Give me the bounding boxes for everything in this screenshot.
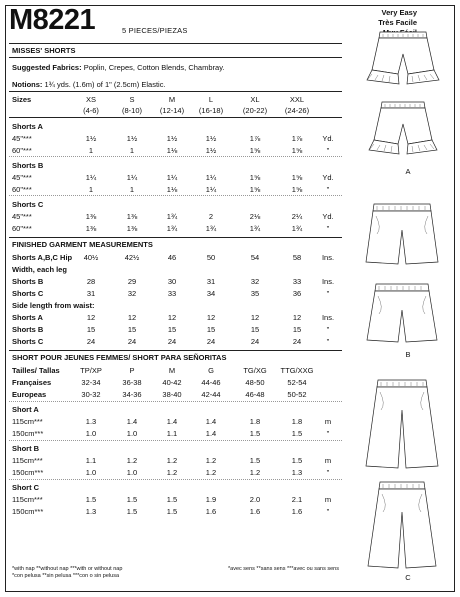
table-cell: 36-38 — [122, 378, 142, 387]
table-cell: 1⅞ — [291, 134, 303, 143]
table-cell: TP/XP — [80, 366, 102, 375]
table-cell: 32 — [250, 277, 260, 286]
size-code: L — [208, 95, 214, 104]
table-cell: 1.5 — [166, 507, 178, 516]
table-cell: 1.4 — [205, 429, 217, 438]
table-cell: 1 — [129, 185, 135, 194]
shorts-block-title: Shorts C — [12, 200, 44, 209]
row-label: Shorts A — [12, 313, 43, 322]
table-cell: 50 — [206, 253, 216, 262]
table-cell: 40½ — [83, 253, 99, 262]
table-cell: 1 — [88, 146, 94, 155]
table-cell: 1.4 — [126, 417, 138, 426]
unit-label: " — [326, 429, 330, 438]
section-title: MISSES' SHORTS — [12, 46, 76, 55]
shorts-block-title: Shorts A — [12, 122, 43, 131]
table-cell: 15 — [292, 325, 302, 334]
table-cell: 1⅜ — [126, 224, 138, 233]
table-cell: 2 — [208, 212, 214, 221]
table-cell: 1.5 — [291, 429, 303, 438]
table-cell: 2¼ — [291, 212, 303, 221]
table-cell: 15 — [127, 325, 137, 334]
figure-label-c: C — [405, 573, 411, 582]
table-cell: 1¾ — [291, 224, 303, 233]
table-cell: 1.3 — [85, 507, 97, 516]
unit-label: Ins. — [321, 277, 335, 286]
table-cell: TG/XG — [243, 366, 267, 375]
unit-label: " — [326, 468, 330, 477]
unit-label: Yd. — [322, 134, 334, 143]
table-cell: 1.3 — [291, 468, 303, 477]
table-cell: 1.1 — [166, 429, 178, 438]
row-label: 150cm*** — [12, 468, 44, 477]
table-cell: 24 — [127, 337, 137, 346]
table-cell: 35 — [250, 289, 260, 298]
size-range: (16-18) — [198, 106, 224, 115]
size-range: (24-26) — [284, 106, 310, 115]
table-cell: 1.6 — [249, 507, 261, 516]
size-range: (12-14) — [159, 106, 185, 115]
table-cell: 1⅝ — [291, 173, 303, 182]
table-cell: 1.6 — [205, 507, 217, 516]
unit-label: " — [326, 325, 330, 334]
row-label: 60"*** — [12, 224, 32, 233]
table-cell: 58 — [292, 253, 302, 262]
table-cell: P — [129, 366, 135, 375]
table-cell: 15 — [250, 325, 260, 334]
size-code: XL — [250, 95, 260, 104]
shorts-a-illustration — [348, 8, 454, 188]
row-label: 115cm*** — [12, 495, 43, 504]
table-cell: 2.1 — [291, 495, 303, 504]
pattern-number: M8221 — [9, 4, 96, 36]
table-cell: 1⅜ — [85, 224, 97, 233]
width-title: Width, each leg — [12, 265, 67, 274]
row-separator — [9, 156, 342, 157]
table-cell: 1¼ — [85, 173, 97, 182]
table-cell: 1.2 — [126, 456, 138, 465]
divider — [9, 350, 342, 351]
table-cell: 1 — [129, 146, 135, 155]
table-cell: 15 — [86, 325, 96, 334]
unit-label: Yd. — [322, 212, 334, 221]
unit-label: m — [324, 456, 332, 465]
short-block-title: Short C — [12, 483, 40, 492]
divider — [9, 43, 342, 44]
footnotes-left: *with nap **without nap ***with or without nap *con pelusa **sin pelusa ***con o sin pelusa — [12, 566, 123, 579]
table-cell: 1¾ — [249, 224, 261, 233]
row-label: 60"*** — [12, 185, 32, 194]
unit-label: " — [326, 224, 330, 233]
table-cell: 1⅜ — [126, 212, 138, 221]
table-cell: 1.2 — [205, 468, 217, 477]
row-label: Tailles/ Tallas — [12, 366, 60, 375]
table-cell: 12 — [292, 313, 302, 322]
row-label: Shorts A,B,C Hip — [12, 253, 73, 262]
table-cell: 1.2 — [249, 468, 261, 477]
size-code: M — [168, 95, 176, 104]
row-label: 45"*** — [12, 173, 32, 182]
table-cell: 1¾ — [205, 224, 217, 233]
table-cell: 32 — [127, 289, 137, 298]
table-cell: 1¾ — [166, 224, 178, 233]
table-cell: 1⅞ — [249, 134, 261, 143]
unit-label: " — [326, 185, 330, 194]
table-cell: 1.5 — [249, 429, 261, 438]
table-cell: 24 — [292, 337, 302, 346]
table-cell: 1¼ — [205, 185, 217, 194]
row-label: Shorts B — [12, 325, 44, 334]
table-cell: 1⅛ — [166, 146, 178, 155]
row-separator — [9, 479, 342, 480]
table-cell: 1.0 — [126, 429, 138, 438]
size-range: (8-10) — [121, 106, 142, 115]
size-range: (20-22) — [242, 106, 268, 115]
table-cell: 40-42 — [162, 378, 182, 387]
pieces-count: 5 PIECES/PIEZAS — [122, 26, 188, 35]
table-cell: 12 — [206, 313, 216, 322]
table-cell: 1.5 — [85, 495, 97, 504]
table-cell: 1.2 — [205, 456, 217, 465]
table-cell: 24 — [86, 337, 96, 346]
table-cell: 1.0 — [85, 468, 97, 477]
table-cell: 2⅛ — [249, 212, 261, 221]
table-cell: 1.8 — [249, 417, 261, 426]
difficulty-label: Very Easy Très Facile — [378, 8, 417, 27]
table-cell: 30-32 — [81, 390, 101, 399]
row-label: Shorts B — [12, 277, 44, 286]
side-title: Side length from waist: — [12, 301, 95, 310]
unit-label: m — [324, 417, 332, 426]
table-cell: 2.0 — [249, 495, 261, 504]
table-cell: 38-40 — [162, 390, 182, 399]
table-cell: 36 — [292, 289, 302, 298]
table-cell: 33 — [167, 289, 177, 298]
table-cell: 1½ — [85, 134, 97, 143]
size-range: (4-6) — [83, 106, 99, 115]
table-cell: 1.3 — [85, 417, 97, 426]
table-cell: 15 — [206, 325, 216, 334]
table-cell: 1.8 — [291, 417, 303, 426]
figure-label-a: A — [405, 167, 411, 176]
table-cell: 1.5 — [126, 495, 138, 504]
table-cell: 1.4 — [205, 417, 217, 426]
table-cell: 31 — [86, 289, 96, 298]
table-cell: 1¼ — [205, 173, 217, 182]
unit-label: Ins. — [321, 253, 335, 262]
table-cell: 1.1 — [85, 456, 97, 465]
table-cell: 1.5 — [126, 507, 138, 516]
unit-label: " — [326, 289, 330, 298]
row-separator — [9, 401, 342, 402]
table-cell: 1½ — [205, 134, 217, 143]
spanish-title: SHORT POUR JEUNES FEMMES/ SHORT PARA SEÑORITAS — [12, 353, 227, 362]
fabrics-line: Suggested Fabrics: Poplin, Crepes, Cotton Blends, Chambray. — [12, 63, 225, 72]
table-cell: 34-36 — [122, 390, 142, 399]
table-cell: 24 — [250, 337, 260, 346]
shorts-b-illustration — [348, 190, 454, 360]
table-cell: 24 — [206, 337, 216, 346]
row-label: 115cm*** — [12, 417, 43, 426]
table-cell: 46-48 — [245, 390, 265, 399]
row-label: Shorts C — [12, 337, 44, 346]
table-cell: 1⅜ — [85, 212, 97, 221]
table-cell: TTG/XXG — [280, 366, 314, 375]
size-code: S — [129, 95, 135, 104]
divider — [9, 91, 342, 92]
table-cell: 46 — [167, 253, 177, 262]
table-cell: 1⅝ — [249, 185, 261, 194]
table-cell: 1.5 — [249, 456, 261, 465]
sizes-label: Sizes — [12, 95, 32, 104]
table-cell: 32-34 — [81, 378, 101, 387]
notions-line: Notions: 1¾ yds. (1.6m) of 1" (2.5cm) Elastic. — [12, 80, 166, 89]
shorts-block-title: Shorts B — [12, 161, 44, 170]
unit-label: " — [326, 337, 330, 346]
table-cell: 30 — [167, 277, 177, 286]
row-label: Françaises — [12, 378, 52, 387]
finished-title: FINISHED GARMENT MEASUREMENTS — [12, 240, 153, 249]
row-label: 150cm*** — [12, 429, 44, 438]
table-cell: 1¼ — [166, 173, 178, 182]
unit-label: " — [326, 507, 330, 516]
short-block-title: Short A — [12, 405, 39, 414]
table-cell: 42-44 — [201, 390, 221, 399]
shorts-c-illustration — [348, 370, 454, 580]
table-cell: M — [168, 366, 176, 375]
table-cell: 29 — [127, 277, 137, 286]
unit-label: Yd. — [322, 173, 334, 182]
table-cell: 1.4 — [166, 417, 178, 426]
table-cell: 12 — [250, 313, 260, 322]
figure-label-b: B — [405, 350, 411, 359]
table-cell: 1½ — [166, 134, 178, 143]
table-cell: 1.2 — [166, 456, 178, 465]
table-cell: 1.5 — [291, 456, 303, 465]
table-cell: 44-46 — [201, 378, 221, 387]
unit-label: m — [324, 495, 332, 504]
row-label: Shorts C — [12, 289, 44, 298]
row-label: Europeas — [12, 390, 47, 399]
table-cell: 15 — [167, 325, 177, 334]
table-cell: 1½ — [126, 134, 138, 143]
table-cell: 1⅝ — [291, 185, 303, 194]
row-label: 45"*** — [12, 134, 32, 143]
table-cell: G — [208, 366, 214, 375]
table-cell: 42½ — [124, 253, 140, 262]
table-cell: 1.5 — [166, 495, 178, 504]
table-cell: 1 — [88, 185, 94, 194]
row-label: 60"*** — [12, 146, 32, 155]
size-code: XXL — [289, 95, 305, 104]
footnotes-right: *avec sens **sans sens ***avec ou sans sens — [228, 566, 339, 572]
table-cell: 54 — [250, 253, 260, 262]
row-label: 115cm*** — [12, 456, 43, 465]
table-cell: 12 — [127, 313, 137, 322]
divider — [9, 57, 342, 58]
row-label: 45"*** — [12, 212, 32, 221]
short-block-title: Short B — [12, 444, 40, 453]
table-cell: 1¾ — [166, 212, 178, 221]
table-cell: 12 — [167, 313, 177, 322]
table-cell: 24 — [167, 337, 177, 346]
table-cell: 1.2 — [166, 468, 178, 477]
table-cell: 33 — [292, 277, 302, 286]
table-cell: 1⅝ — [249, 173, 261, 182]
row-separator — [9, 195, 342, 196]
table-cell: 1.0 — [126, 468, 138, 477]
row-separator — [9, 440, 342, 441]
table-cell: 1.9 — [205, 495, 217, 504]
table-cell: 1¼ — [126, 173, 138, 182]
table-cell: 34 — [206, 289, 216, 298]
table-cell: 12 — [86, 313, 96, 322]
table-cell: 50-52 — [287, 390, 307, 399]
table-cell: 1⅛ — [166, 185, 178, 194]
table-cell: 48-50 — [245, 378, 265, 387]
divider — [9, 117, 342, 118]
unit-label: " — [326, 146, 330, 155]
table-cell: 52-54 — [287, 378, 307, 387]
unit-label: Ins. — [321, 313, 335, 322]
table-cell: 1.0 — [85, 429, 97, 438]
table-cell: 28 — [86, 277, 96, 286]
row-label: 150cm*** — [12, 507, 44, 516]
table-cell: 31 — [206, 277, 216, 286]
table-cell: 1⅝ — [249, 146, 261, 155]
divider — [9, 237, 342, 238]
table-cell: 1⅝ — [291, 146, 303, 155]
size-code: XS — [85, 95, 96, 104]
table-cell: 1.6 — [291, 507, 303, 516]
table-cell: 1½ — [205, 146, 217, 155]
